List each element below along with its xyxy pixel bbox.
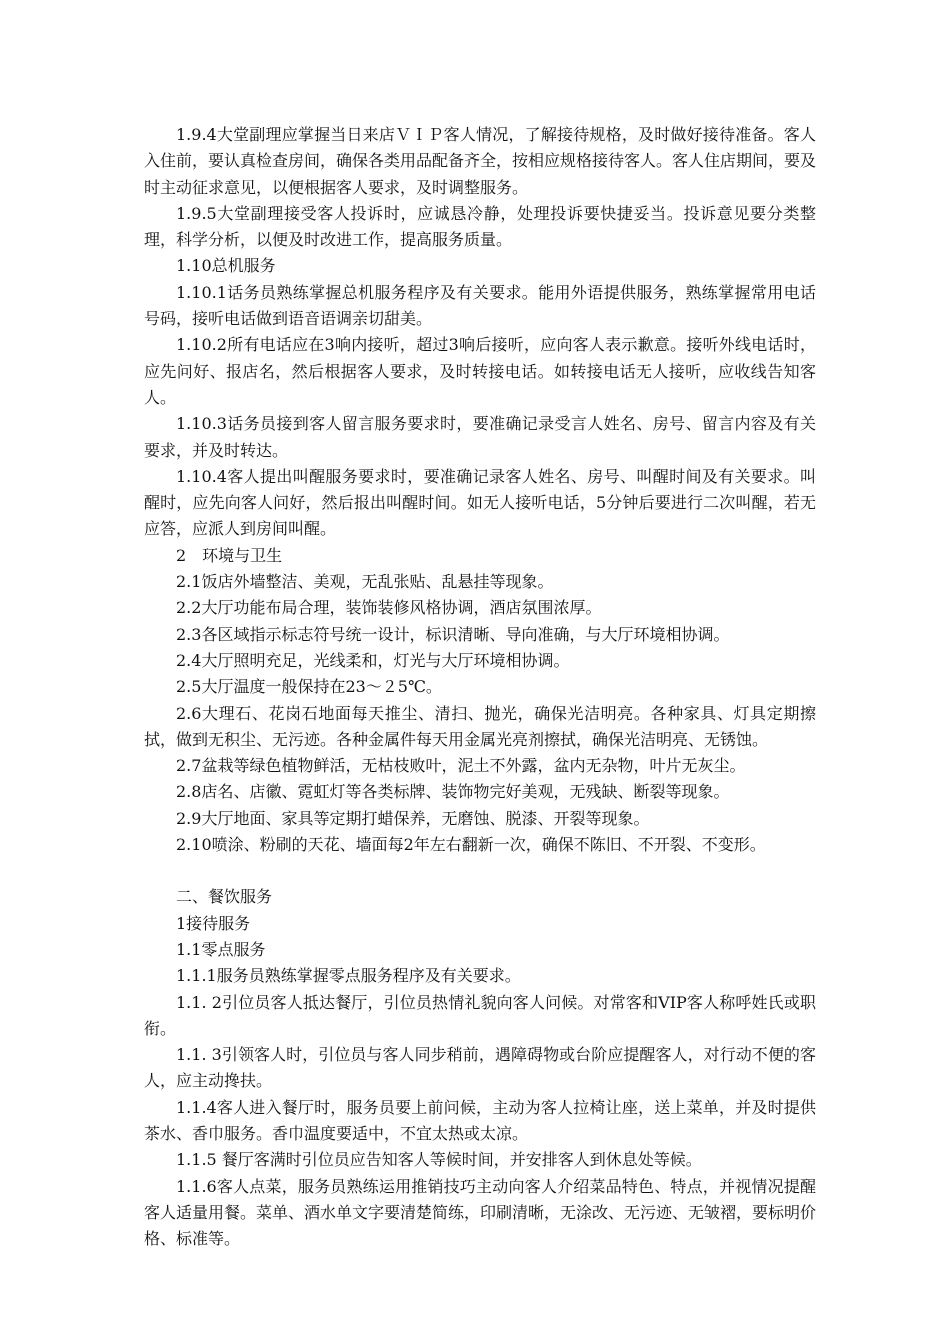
heading-1-10: 1.10总机服务 (176, 256, 276, 276)
paragraph-2-10: 2.10喷涂、粉刷的天花、墙面每2年左右翻新一次，确保不陈旧、不开裂、不变形。 (176, 835, 766, 855)
paragraph-2-7: 2.7盆栽等绿色植物鲜活，无枯枝败叶，泥土不外露，盆内无杂物，叶片无灰尘。 (176, 756, 746, 776)
heading-2: 2 环境与卫生 (176, 545, 283, 565)
paragraph-1-1-4: 1.1.4客人进入餐厅时，服务员要上前问候，主动为客人拉椅让座，送上菜单，并及时提供茶水、香巾服务。香巾温度要适中，不宜太热或太凉。 (144, 1097, 816, 1143)
paragraph-1-10-4: 1.10.4客人提出叫醒服务要求时，要准确记录客人姓名、房号、叫醒时间及有关要求。叫醒时，应先向客人问好，然后报出叫醒时间。如无人接听电话，5分钟后要进行二次叫醒，若无应答，应派人到房间叫醒。 (144, 466, 816, 539)
paragraph-1-1-3: 1.1. 3引领客人时，引位员与客人同步稍前，遇障碍物或台阶应提醒客人，对行动不便的客人，应主动搀扶。 (144, 1045, 816, 1091)
paragraph-2-8: 2.8店名、店徽、霓虹灯等各类标牌、装饰物完好美观，无残缺、断裂等现象。 (176, 782, 730, 802)
document-body (144, 122, 816, 1252)
paragraph-1-1-1: 1.1.1服务员熟练掌握零点服务程序及有关要求。 (176, 966, 521, 986)
paragraph-2-2: 2.2大厅功能布局合理，装饰装修风格协调，酒店氛围浓厚。 (176, 598, 602, 618)
paragraph-1-9-4: 1.9.4大堂副理应掌握当日来店ＶＩＰ客人情况，了解接待规格，及时做好接待准备。客人入住前，要认真检查房间，确保各类用品配备齐全，按相应规格接待客人。客人住店期间，要及时主动征求意见，以便根据客人要求，及时调整服务。 (144, 125, 817, 197)
paragraph-1-10-2: 1.10.2所有电话应在3响内接听，超过3响后接听，应向客人表示歉意。接听外线电话时，应先问好、报店名，然后根据客人要求，及时转接电话。如转接电话无人接听，应收线告知客人。 (144, 335, 816, 407)
paragraph-1-10-3: 1.10.3话务员接到客人留言服务要求时，要准确记录受言人姓名、房号、留言内容及有关要求，并及时转达。 (144, 414, 816, 460)
paragraph-1-9-5: 1.9.5大堂副理接受客人投诉时，应诚恳冷静，处理投诉要快捷妥当。投诉意见要分类整理，科学分析，以便及时改进工作，提高服务质量。 (144, 203, 816, 250)
heading-1-reception: 1接待服务 (176, 913, 251, 933)
paragraph-2-1: 2.1饭店外墙整洁、美观，无乱张贴、乱悬挂等现象。 (176, 572, 554, 592)
paragraph-2-4: 2.4大厅照明充足，光线柔和，灯光与大厅环境相协调。 (176, 650, 570, 670)
heading-1-1: 1.1零点服务 (176, 939, 266, 959)
section-heading-catering: 二、餐饮服务 (176, 887, 273, 907)
paragraph-2-5: 2.5大厅温度一般保持在23～２5℃。 (176, 677, 442, 697)
paragraph-2-6: 2.6大理石、花岗石地面每天推尘、清扫、抛光，确保光洁明亮。各种家具、灯具定期擦拭，做到无积尘、无污迹。各种金属件每天用金属光亮剂擦拭，确保光洁明亮、无锈蚀。 (144, 703, 816, 749)
paragraph-1-1-2: 1.1. 2引位员客人抵达餐厅，引位员热情礼貌向客人问候。对常客和VIP客人称呼姓氏或职衔。 (144, 992, 816, 1038)
paragraph-1-1-5: 1.1.5 餐厅客满时引位员应告知客人等候时间，并安排客人到休息处等候。 (176, 1150, 702, 1170)
paragraph-2-3: 2.3各区域指示标志符号统一设计，标识清晰、导向准确，与大厅环境相协调。 (176, 624, 730, 644)
paragraph-1-10-1: 1.10.1话务员熟练掌握总机服务程序及有关要求。能用外语提供服务，熟练掌握常用电话号码，接听电话做到语音语调亲切甜美。 (144, 282, 816, 329)
paragraph-1-1-6: 1.1.6客人点菜，服务员熟练运用推销技巧主动向客人介绍菜品特色、特点，并视情况提醒客人适量用餐。菜单、酒水单文字要清楚简练，印刷清晰，无涂改、无污迹、无皱褶，要标明价格、标准等。 (144, 1176, 817, 1249)
paragraph-2-9: 2.9大厅地面、家具等定期打蜡保养，无磨蚀、脱漆、开裂等现象。 (176, 808, 650, 828)
